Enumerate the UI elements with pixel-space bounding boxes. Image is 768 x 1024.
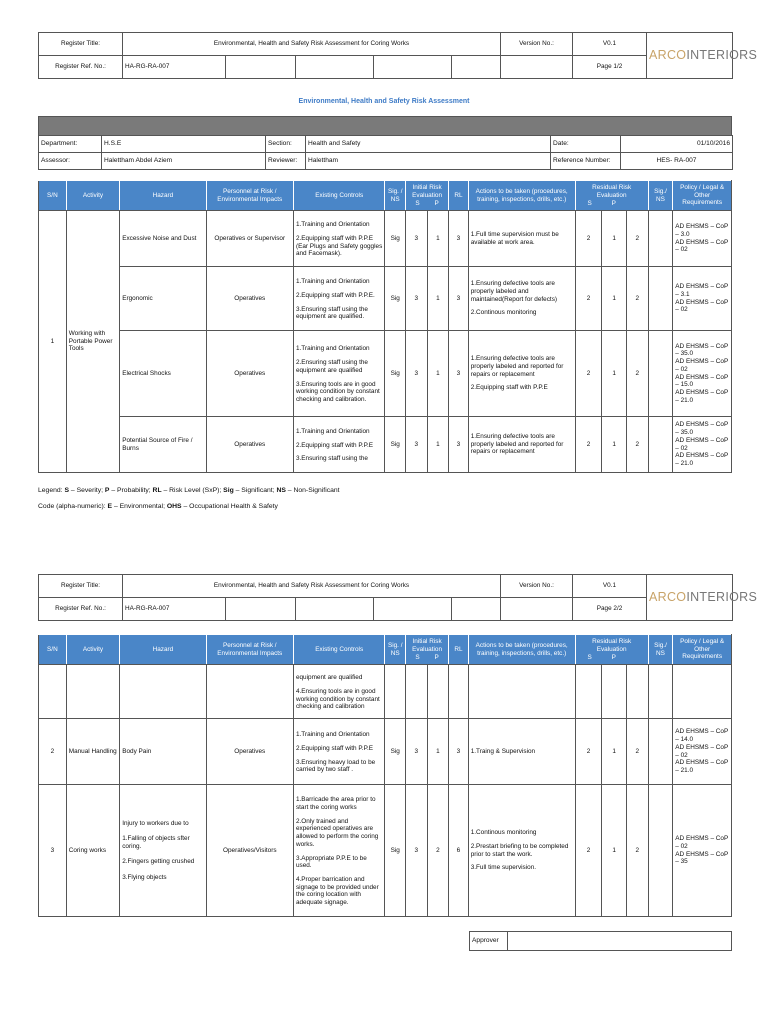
- department-value: H.S.E: [102, 136, 266, 153]
- sn-cell: 2: [39, 719, 67, 785]
- severity-cell: 3: [406, 267, 428, 331]
- residual-severity-cell: 2: [575, 211, 602, 267]
- risk-level-cell: [449, 665, 469, 719]
- hazard-cell: Excessive Noise and Dust: [120, 211, 206, 267]
- action-item-cell: [468, 417, 575, 473]
- severity-cell: 3: [406, 331, 428, 417]
- hazard-cell: Ergonomic: [120, 267, 206, 331]
- personnel-cell: Operatives: [206, 417, 293, 473]
- sn-cell: 1: [39, 211, 67, 473]
- probability-cell: [427, 665, 449, 719]
- residual-probability-cell: 1: [602, 267, 627, 331]
- control-item-cell: [293, 719, 385, 785]
- risk-assessment-table-page2: [38, 634, 732, 917]
- hazard-cell: Electrical Shocks: [120, 331, 206, 417]
- residual-severity-cell: 2: [575, 331, 602, 417]
- risk-assessment-table-page1: [38, 180, 732, 473]
- control-item: 1.Training and Orientation: [295, 731, 370, 739]
- sig-ns-cell: [648, 417, 673, 473]
- probability-cell: 1: [427, 211, 449, 267]
- control-item: 3.Ensuring staff using the equipment are qualified.: [295, 305, 368, 321]
- residual-severity-cell: 2: [575, 785, 602, 917]
- hazard-cell: Body Pain: [120, 719, 206, 785]
- page-number: Page 1/2: [573, 56, 647, 79]
- control-item: 2.Equipping staff with P.P.E: [295, 744, 374, 752]
- department-label: Department:: [39, 136, 102, 153]
- version-value: V0.1: [573, 33, 647, 56]
- col-sig-ns: Sig./ NS: [648, 635, 673, 665]
- action-item-cell: [468, 665, 575, 719]
- control-item: 4.Ensuring tools are in good working condition by constant checking and calibration: [295, 687, 380, 711]
- control-item: 3.Appropriate P.P.E to be used.: [295, 854, 367, 870]
- table-row: [39, 267, 732, 331]
- probability-cell: 1: [427, 719, 449, 785]
- residual-probability-cell: [602, 665, 627, 719]
- action-item-cell: [468, 211, 575, 267]
- risk-level-cell: 3: [449, 267, 469, 331]
- approver-label: Approver: [470, 932, 508, 951]
- severity-cell: 3: [406, 785, 428, 917]
- sig-cell: Sig: [385, 785, 406, 917]
- reference-number-label: Reference Number:: [551, 153, 621, 170]
- control-item: 2.Only trained and experienced operatives are allowed to perform the coring works.: [295, 817, 379, 848]
- personnel-cell: Operatives: [206, 267, 293, 331]
- control-item-cell: [293, 211, 385, 267]
- severity-cell: 3: [406, 417, 428, 473]
- risk-level-cell: 3: [449, 417, 469, 473]
- policy-cell: AD EHSMS – CoP – 14.0 AD EHSMS – CoP – 02 AD EHSMS – CoP – 21.0: [673, 719, 732, 785]
- section-divider-bar: [38, 116, 732, 136]
- company-logo: ARCOINTERIORS: [647, 575, 733, 621]
- action-item: 1.Ensuring defective tools are properly labeled and reported for repairs or replacement: [470, 355, 564, 378]
- col-controls: Existing Controls: [293, 635, 385, 665]
- action-item: 2.Continous monitoring: [470, 309, 537, 317]
- col-activity: Activity: [66, 635, 119, 665]
- control-item: 4.Proper barrication and signage to be provided under the coring location with adequate signage.: [295, 875, 379, 906]
- register-ref-label: Register Ref. No.:: [39, 56, 123, 79]
- probability-cell: 1: [427, 267, 449, 331]
- residual-probability-cell: 1: [602, 719, 627, 785]
- action-item: 1.Traing & Supervision: [470, 747, 536, 755]
- code-legend-line: Code (alpha-numeric): E – Environmental; OHS – Occupational Health & Safety: [38, 503, 278, 510]
- control-item: 2.Equipping staff with P.P.E (Ear Plugs and Safety goggles and Facemask).: [295, 234, 383, 258]
- sn-cell: 3: [39, 785, 67, 917]
- sig-ns-cell: [648, 267, 673, 331]
- control-item: equipment are qualified: [295, 674, 363, 682]
- residual-probability-cell: 1: [602, 417, 627, 473]
- personnel-cell: Operatives: [206, 719, 293, 785]
- approver-signature-field[interactable]: [508, 932, 732, 951]
- company-logo: ARCOINTERIORS: [647, 33, 733, 79]
- sig-cell: Sig: [385, 267, 406, 331]
- sig-ns-cell: [648, 665, 673, 719]
- col-sig: Sig. / NS: [385, 181, 406, 211]
- sig-cell: Sig: [385, 211, 406, 267]
- assessment-info-table: [38, 135, 733, 170]
- table-row: [39, 331, 732, 417]
- policy-cell: AD EHSMS – CoP – 02 AD EHSMS – CoP – 35: [673, 785, 732, 917]
- residual-severity-cell: 2: [575, 267, 602, 331]
- risk-level-cell: 6: [449, 785, 469, 917]
- control-item: 1.Training and Orientation: [295, 427, 370, 435]
- residual-severity-cell: [575, 665, 602, 719]
- probability-cell: 1: [427, 331, 449, 417]
- sig-ns-cell: [648, 785, 673, 917]
- date-value: 01/10/2016: [621, 136, 733, 153]
- page-number: Page 2/2: [573, 598, 647, 621]
- residual-probability-cell: 1: [602, 331, 627, 417]
- control-item: 1.Training and Orientation: [295, 221, 370, 229]
- col-actions: Actions to be taken (procedures, training, inspections, drills, etc.): [468, 635, 575, 665]
- legend-line: Legend: S – Severity; P – Probability; RL – Risk Level (SxP); Sig – Significant; NS – Non-Significant: [38, 487, 340, 494]
- register-title-label: Register Title:: [39, 33, 123, 56]
- action-item: 3.Full time supervision.: [470, 864, 537, 872]
- residual-rl-cell: 2: [627, 267, 649, 331]
- section-value: Health and Safety: [306, 136, 551, 153]
- residual-severity-cell: 2: [575, 719, 602, 785]
- document-title: Environmental, Health and Safety Risk Assessment: [298, 98, 470, 105]
- control-item-cell: [293, 267, 385, 331]
- personnel-cell: Operatives or Supervisor: [206, 211, 293, 267]
- personnel-cell: [206, 665, 293, 719]
- table-row: [39, 785, 732, 917]
- residual-probability-cell: 1: [602, 211, 627, 267]
- hazard-cell: [120, 665, 206, 719]
- residual-severity-cell: 2: [575, 417, 602, 473]
- col-personnel: Personnel at Risk / Environmental Impacts: [206, 181, 293, 211]
- section-label: Section:: [266, 136, 306, 153]
- control-item-cell: [293, 665, 385, 719]
- col-policy: Policy / Legal & Other Requirements: [673, 635, 732, 665]
- policy-cell: AD EHSMS – CoP – 3.1 AD EHSMS – CoP – 02: [673, 267, 732, 331]
- policy-cell: [673, 665, 732, 719]
- register-title-value: Environmental, Health and Safety Risk Assessment for Coring Works: [123, 575, 501, 598]
- action-item-cell: [468, 331, 575, 417]
- register-title-label: Register Title:: [39, 575, 123, 598]
- action-item-cell: [468, 719, 575, 785]
- control-item: 3.Ensuring heavy load to be carried by two staff .: [295, 758, 376, 774]
- table-row: [39, 211, 732, 267]
- risk-level-cell: 3: [449, 331, 469, 417]
- col-sig-ns: Sig./ NS: [648, 181, 673, 211]
- col-sn: S/N: [39, 635, 67, 665]
- residual-rl-cell: [627, 665, 649, 719]
- reference-number-value: HES- RA-007: [621, 153, 733, 170]
- control-item-cell: [293, 331, 385, 417]
- sig-ns-cell: [648, 211, 673, 267]
- col-hazard: Hazard: [120, 181, 206, 211]
- risk-level-cell: 3: [449, 211, 469, 267]
- col-sig: Sig. / NS: [385, 635, 406, 665]
- control-item: 1.Training and Orientation: [295, 278, 370, 286]
- sig-ns-cell: [648, 331, 673, 417]
- control-item-cell: [293, 417, 385, 473]
- severity-cell: [406, 665, 428, 719]
- action-item: 1.Ensuring defective tools are properly labeled and reported for repairs or replacement: [470, 432, 564, 456]
- hazard-cell: Potential Source of Fire / Burns: [120, 417, 206, 473]
- version-label: Version No.:: [501, 33, 573, 56]
- reviewer-value: Halettham: [306, 153, 551, 170]
- control-item: 1.Barricade the area prior to start the coring works: [295, 796, 376, 812]
- version-label: Version No.:: [501, 575, 573, 598]
- col-rl: RL: [449, 181, 469, 211]
- reviewer-label: Reviewer:: [266, 153, 306, 170]
- register-ref-label: Register Ref. No.:: [39, 598, 123, 621]
- date-label: Date:: [551, 136, 621, 153]
- register-ref-value: HA-RG-RA-007: [123, 598, 226, 621]
- col-rl: RL: [449, 635, 469, 665]
- activity-cell: [66, 665, 119, 719]
- probability-cell: 1: [427, 417, 449, 473]
- residual-rl-cell: 2: [627, 785, 649, 917]
- col-residual-risk: Residual Risk Evaluation S P: [575, 181, 648, 211]
- policy-cell: AD EHSMS – CoP – 35.0 AD EHSMS – CoP – 02 AD EHSMS – CoP – 15.0 AD EHSMS – CoP – 21.0: [673, 331, 732, 417]
- action-item-cell: [468, 267, 575, 331]
- assessor-value: Halettham Abdel Aziem: [102, 153, 266, 170]
- action-item: 1.Full time supervision must be available at work area.: [470, 230, 559, 246]
- action-item: 2.Equipping staff with P.P.E: [470, 384, 548, 392]
- activity-cell: Coring works: [66, 785, 119, 917]
- sig-cell: Sig: [385, 417, 406, 473]
- col-actions: Actions to be taken (procedures, training, inspections, drills, etc.): [468, 181, 575, 211]
- control-item: 2.Equipping staff with P.P.E: [295, 441, 374, 449]
- register-header-page2: [38, 574, 758, 621]
- activity-cell: Working with Portable Power Tools: [66, 211, 119, 473]
- col-controls: Existing Controls: [293, 181, 385, 211]
- personnel-cell: Operatives: [206, 331, 293, 417]
- action-item: 1.Continous monitoring: [470, 829, 537, 837]
- register-title-value: Environmental, Health and Safety Risk Assessment for Coring Works: [123, 33, 501, 56]
- table-row: [39, 719, 732, 785]
- sig-cell: Sig: [385, 331, 406, 417]
- personnel-cell: Operatives/Visitors: [206, 785, 293, 917]
- version-value: V0.1: [573, 575, 647, 598]
- residual-rl-cell: 2: [627, 211, 649, 267]
- severity-cell: 3: [406, 719, 428, 785]
- hazard-cell: Injury to workers due to 1.Falling of objects sfter coring. 2.Fingers getting crushed 3.Flying objects: [120, 785, 206, 917]
- residual-probability-cell: 1: [602, 785, 627, 917]
- register-ref-value: HA-RG-RA-007: [123, 56, 226, 79]
- table-row: [39, 665, 732, 719]
- col-initial-risk: Initial Risk Evaluation S P: [406, 635, 449, 665]
- sig-ns-cell: [648, 719, 673, 785]
- policy-cell: AD EHSMS – CoP – 3.0 AD EHSMS – CoP – 02: [673, 211, 732, 267]
- control-item-cell: [293, 785, 385, 917]
- table-row: [39, 417, 732, 473]
- col-activity: Activity: [66, 181, 119, 211]
- col-sn: S/N: [39, 181, 67, 211]
- residual-rl-cell: 2: [627, 417, 649, 473]
- residual-rl-cell: 2: [627, 331, 649, 417]
- assessor-label: Assessor:: [39, 153, 102, 170]
- control-item: 3.Ensuring tools are in good working condition by constant checking and calibration.: [295, 380, 380, 403]
- col-residual-risk: Residual Risk Evaluation S P: [575, 635, 648, 665]
- control-item: 3.Ensuring staff using the: [295, 455, 368, 463]
- sn-cell: [39, 665, 67, 719]
- policy-cell: AD EHSMS – CoP – 35.0 AD EHSMS – CoP – 02 AD EHSMS – CoP – 21.0: [673, 417, 732, 473]
- activity-cell: Manual Handling: [66, 719, 119, 785]
- action-item: 1.Ensuring defective tools are properly labeled and maintained(Report for defects): [470, 280, 558, 303]
- control-item: 2.Equipping staff with P.P.E.: [295, 291, 375, 299]
- control-item: 2.Ensuring staff using the equipment are qualified: [295, 359, 368, 374]
- risk-level-cell: 3: [449, 719, 469, 785]
- control-item: 1.Training and Orientation: [295, 345, 370, 353]
- col-personnel: Personnel at Risk / Environmental Impacts: [206, 635, 293, 665]
- col-initial-risk: Initial Risk Evaluation S P: [406, 181, 449, 211]
- severity-cell: 3: [406, 211, 428, 267]
- action-item: 2.Prestart briefing to be completed prior to start the work.: [470, 842, 569, 858]
- col-policy: Policy / Legal & Other Requirements: [673, 181, 732, 211]
- residual-rl-cell: 2: [627, 719, 649, 785]
- col-hazard: Hazard: [120, 635, 206, 665]
- register-header-page1: [38, 32, 758, 79]
- action-item-cell: [468, 785, 575, 917]
- sig-cell: [385, 665, 406, 719]
- probability-cell: 2: [427, 785, 449, 917]
- approver-box: [469, 931, 732, 951]
- sig-cell: Sig: [385, 719, 406, 785]
